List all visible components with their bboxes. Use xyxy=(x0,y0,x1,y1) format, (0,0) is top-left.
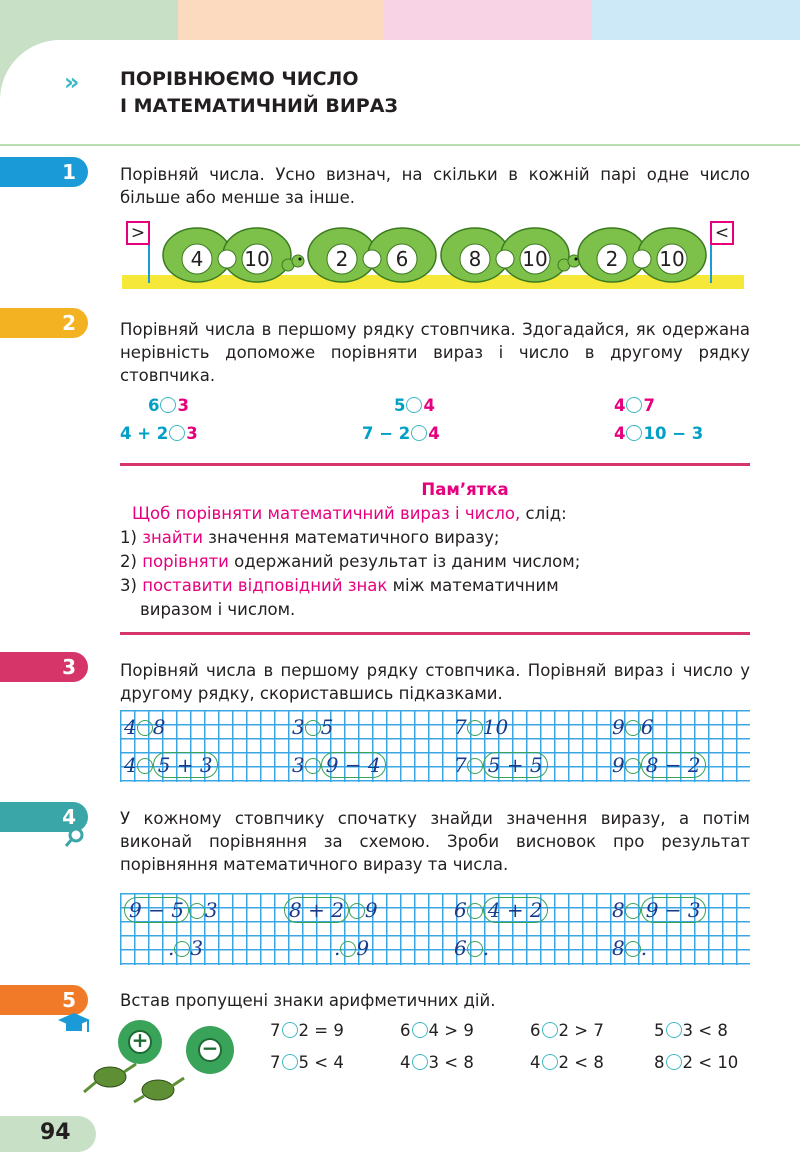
compare-circle[interactable] xyxy=(282,1054,298,1070)
compare-circle[interactable] xyxy=(137,720,153,736)
t5r2c1a: 7 xyxy=(270,1053,281,1072)
t5r1c4b: 3 < 8 xyxy=(682,1021,728,1040)
caterpillar-icon xyxy=(280,245,310,275)
memo-box xyxy=(120,478,750,622)
t5r1c4a: 5 xyxy=(654,1021,665,1040)
compare-circle[interactable] xyxy=(349,903,365,919)
t5r1c3b: 2 > 7 xyxy=(558,1021,604,1040)
t2c1-r1b: 3 xyxy=(177,396,189,415)
compare-circle[interactable] xyxy=(542,1054,558,1070)
t3r1c2a: 3 xyxy=(292,715,305,739)
t4r1c3b: 4 + 2 xyxy=(483,897,548,923)
compare-circle[interactable] xyxy=(625,758,641,774)
t3r2c2a: 3 xyxy=(292,753,305,777)
t3r2c2b: 9 − 4 xyxy=(321,752,386,778)
t4r1c2b: 9 xyxy=(364,898,378,922)
minus-sign: − xyxy=(201,1036,219,1060)
t3r2c1b: 5 + 3 xyxy=(153,752,218,778)
memo-step3-hl: поставити відповідний знак xyxy=(142,576,388,595)
page-number: 94 xyxy=(40,1120,71,1145)
memo-top-rule xyxy=(120,463,750,466)
band-green xyxy=(0,0,178,40)
compare-circle[interactable] xyxy=(542,1022,558,1038)
t3r2c3b: 5 + 5 xyxy=(483,752,548,778)
compare-circle[interactable] xyxy=(137,758,153,774)
t3r2c4a: 9 xyxy=(612,753,625,777)
task2-col-2 xyxy=(362,392,542,448)
compare-circle[interactable] xyxy=(340,941,356,957)
t2c2-r2b: 4 xyxy=(428,424,440,443)
t4r1c3a: 6 xyxy=(454,898,467,922)
memo-step1-hl: знайти xyxy=(142,528,203,547)
magnifier-icon xyxy=(64,826,86,848)
compare-circle[interactable] xyxy=(305,720,321,736)
t3r2c3a: 7 xyxy=(454,753,467,777)
task2-col-1 xyxy=(120,392,300,448)
task-number-4: 4 xyxy=(0,802,88,832)
compare-circle[interactable] xyxy=(406,397,422,413)
t3r1c1b: 8 xyxy=(152,715,166,739)
compare-circle[interactable] xyxy=(626,425,642,441)
t2c3-r1b: 7 xyxy=(643,396,655,415)
t5r2c1b: 5 < 4 xyxy=(298,1053,344,1072)
compare-circle[interactable] xyxy=(467,758,483,774)
t4r2c3b: . xyxy=(482,936,490,960)
compare-circle[interactable] xyxy=(169,425,185,441)
t4r1c2a: 8 + 2 xyxy=(284,897,349,923)
flag-left: > xyxy=(126,221,150,245)
flag-right: < xyxy=(710,221,734,245)
t3r1c3a: 7 xyxy=(454,715,467,739)
t3r2c1a: 4 xyxy=(124,753,137,777)
t5r2c4a: 8 xyxy=(654,1053,665,1072)
t5r1c3a: 6 xyxy=(530,1021,541,1040)
compare-circle[interactable] xyxy=(189,903,205,919)
t4r2c2a: . xyxy=(334,936,341,960)
t5r2c2a: 4 xyxy=(400,1053,411,1072)
task-number-3: 3 xyxy=(0,652,88,682)
t4r2c1b: 3 xyxy=(190,936,204,960)
compare-circle[interactable] xyxy=(282,1022,298,1038)
task-number-2: 2 xyxy=(0,308,88,338)
band-blue xyxy=(592,0,800,40)
t4r1c1b: 3 xyxy=(204,898,218,922)
t2c3-r1a: 4 xyxy=(614,396,626,415)
task3-text: Порівняй числа в першому рядку стовпчика. Порівняй вираз і число у другому рядку, скориставшись підказками. xyxy=(120,661,750,703)
t5r2c3b: 2 < 8 xyxy=(558,1053,604,1072)
compare-circle[interactable] xyxy=(412,1054,428,1070)
t2c2-r2a: 7 − 2 xyxy=(362,424,411,443)
t4r2c1a: . xyxy=(168,936,175,960)
compare-circle[interactable] xyxy=(411,425,427,441)
compare-circle[interactable] xyxy=(625,941,641,957)
t4r1c4b: 9 − 3 xyxy=(641,897,706,923)
pair4-b: 10 xyxy=(659,247,685,271)
t2c2-r1a: 5 xyxy=(394,396,406,415)
memo-step1-num: 1) xyxy=(120,528,137,547)
memo-step3-rest: між математичним xyxy=(387,576,559,595)
t2c3-r2a: 4 xyxy=(614,424,626,443)
pair3-b: 10 xyxy=(522,247,548,271)
t5r1c1b: 2 = 9 xyxy=(298,1021,344,1040)
t5r2c3a: 4 xyxy=(530,1053,541,1072)
compare-circle[interactable] xyxy=(174,941,190,957)
t5r2c2b: 3 < 8 xyxy=(428,1053,474,1072)
memo-step2-num: 2) xyxy=(120,552,137,571)
task4-text: У кожному стовпчику спочатку знайди значення виразу, а потім виконай порівняння за схемою. Зроби висновок про результат порівняння математичного виразу та числа. xyxy=(120,809,750,874)
band-orange xyxy=(178,0,384,40)
t3r1c4b: 6 xyxy=(640,715,654,739)
memo-step2-rest: одержаний результат із даним числом; xyxy=(228,552,581,571)
t4r2c4b: . xyxy=(640,936,648,960)
compare-circle[interactable] xyxy=(160,397,176,413)
frogs-signs-illustration xyxy=(80,1012,260,1104)
task5-text: Встав пропущені знаки арифметичних дій. xyxy=(120,991,496,1010)
task2-text: Порівняй числа в першому рядку стовпчика. Здогадайся, як одержана нерівність допоможе порівняти вираз і число в другому рядку стовпчика. xyxy=(120,320,750,385)
t4r1c1a: 9 − 5 xyxy=(124,897,189,923)
t5r1c2a: 6 xyxy=(400,1021,411,1040)
pair1-a: 4 xyxy=(190,247,204,271)
compare-circle[interactable] xyxy=(625,903,641,919)
compare-circle[interactable] xyxy=(467,941,483,957)
task1-text: Порівняй числа. Усно визнач, на скільки в кожній парі одне число більше або менше за інше. xyxy=(120,165,750,207)
t2c1-r2b: 3 xyxy=(186,424,198,443)
t3r1c4a: 9 xyxy=(612,715,625,739)
memo-bottom-rule xyxy=(120,632,750,635)
t5r1c1a: 7 xyxy=(270,1021,281,1040)
t3r1c3b: 10 xyxy=(482,715,509,739)
t2c2-r1b: 4 xyxy=(423,396,435,415)
memo-step2-hl: порівняти xyxy=(142,552,229,571)
memo-step1-rest: значення математичного виразу; xyxy=(202,528,500,547)
compare-circle[interactable] xyxy=(666,1054,682,1070)
t2c1-r1a: 6 xyxy=(148,396,160,415)
memo-intro-hl: Щоб порівняти математичний вираз і число, xyxy=(132,504,521,523)
compare-circle[interactable] xyxy=(467,903,483,919)
task-number-1: 1 xyxy=(0,157,88,187)
compare-circle[interactable] xyxy=(467,720,483,736)
t2c3-r2b: 10 − 3 xyxy=(643,424,704,443)
compare-circle[interactable] xyxy=(412,1022,428,1038)
compare-circle[interactable] xyxy=(305,758,321,774)
task-number-5: 5 xyxy=(0,985,88,1015)
pair2-a: 2 xyxy=(335,247,349,271)
plus-sign: + xyxy=(131,1028,149,1052)
compare-circle[interactable] xyxy=(666,1022,682,1038)
band-pink xyxy=(384,0,592,40)
t2c1-r2a: 4 + 2 xyxy=(120,424,169,443)
pair4-a: 2 xyxy=(605,247,619,271)
pair1-b: 10 xyxy=(244,247,270,271)
memo-intro-rest: слід: xyxy=(520,504,567,523)
page-title: ПОРІВНЮЄМО ЧИСЛО І МАТЕМАТИЧНИЙ ВИРАЗ xyxy=(120,68,398,117)
chevrons-icon: » xyxy=(64,68,74,96)
compare-circle[interactable] xyxy=(626,397,642,413)
t4r2c3a: 6 xyxy=(454,936,467,960)
pair3-a: 8 xyxy=(468,247,482,271)
task1-illustration xyxy=(122,215,744,290)
t4r2c2b: 9 xyxy=(356,936,370,960)
memo-step3-cont: виразом і числом. xyxy=(140,600,296,619)
t4r2c4a: 8 xyxy=(612,936,625,960)
t5r2c4b: 2 < 10 xyxy=(682,1053,739,1072)
t4r1c4a: 8 xyxy=(612,898,625,922)
task2-col-3 xyxy=(614,392,764,448)
memo-step3-num: 3) xyxy=(120,576,137,595)
memo-title: Пам’ятка xyxy=(421,480,509,499)
pair2-b: 6 xyxy=(395,247,409,271)
t3r2c4b: 8 − 2 xyxy=(641,752,706,778)
t5r1c2b: 4 > 9 xyxy=(428,1021,474,1040)
t3r1c1a: 4 xyxy=(124,715,137,739)
t3r1c2b: 5 xyxy=(320,715,334,739)
compare-circle[interactable] xyxy=(625,720,641,736)
